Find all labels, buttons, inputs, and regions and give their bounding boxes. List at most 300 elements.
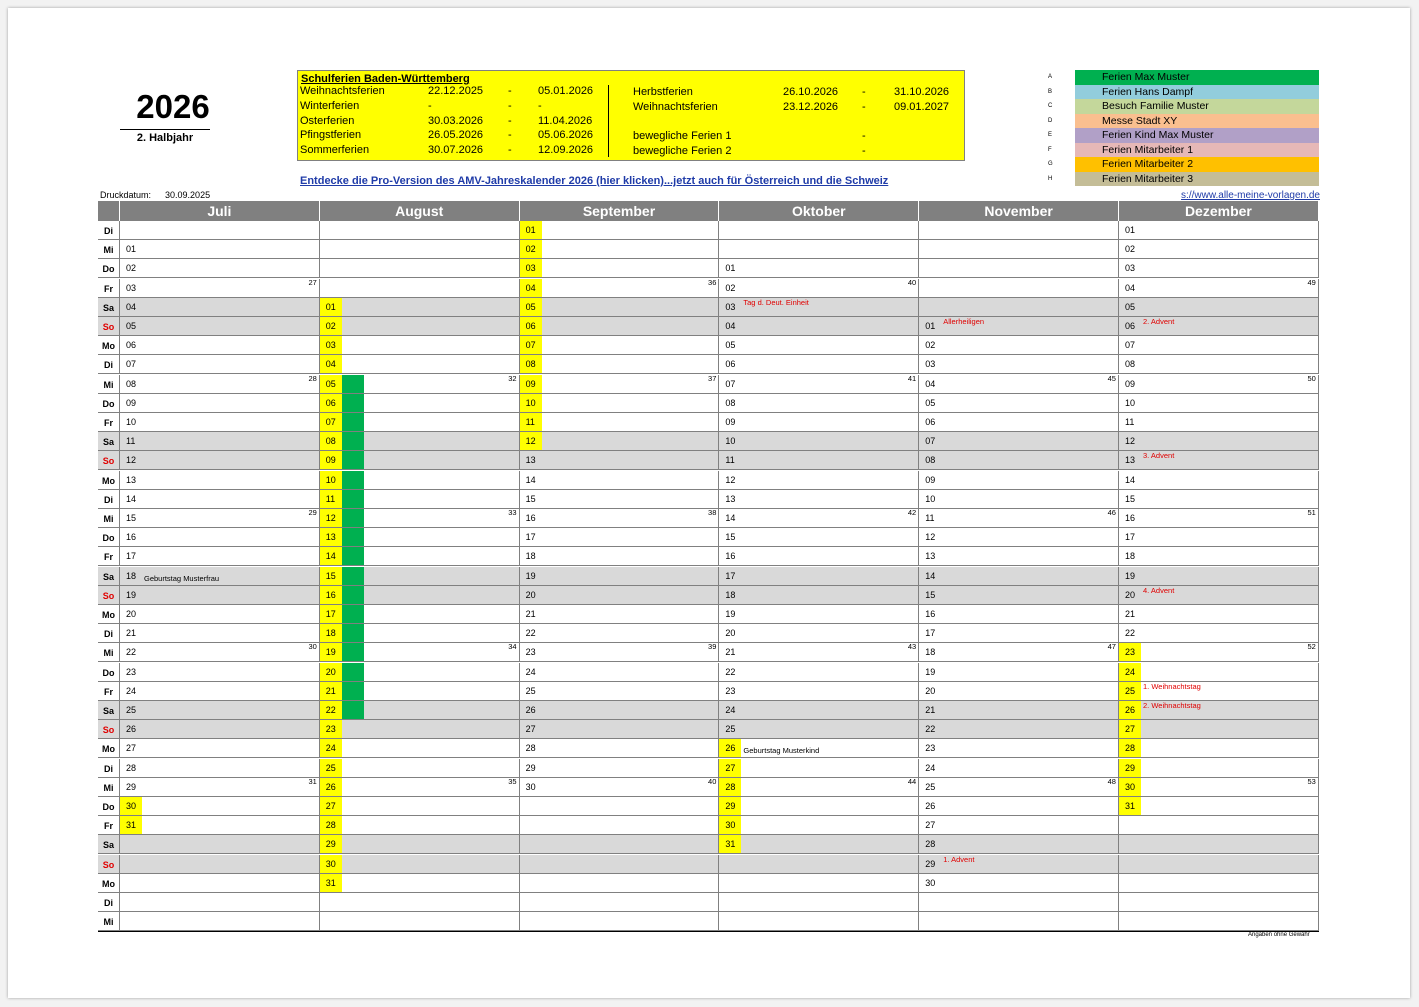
day-cell[interactable] — [719, 279, 919, 298]
day-cell[interactable] — [320, 509, 520, 528]
day-number: 07 — [520, 336, 542, 354]
day-cell[interactable] — [919, 567, 1119, 586]
day-cell[interactable] — [1119, 701, 1319, 720]
day-cell[interactable] — [120, 778, 320, 797]
day-cell[interactable] — [719, 355, 919, 374]
day-cell[interactable] — [520, 624, 720, 643]
day-cell[interactable] — [919, 874, 1119, 893]
day-number: 18 — [925, 647, 936, 658]
day-cell[interactable] — [1119, 298, 1319, 317]
day-number: 14 — [925, 570, 936, 581]
day-number: 17 — [725, 570, 736, 581]
day-cell[interactable] — [120, 682, 320, 701]
day-cell[interactable] — [919, 547, 1119, 566]
day-cell[interactable] — [719, 509, 919, 528]
weekday-label: Mo — [98, 336, 120, 355]
personal-vacation-mark — [342, 567, 364, 585]
day-cell[interactable] — [719, 451, 919, 470]
day-cell[interactable] — [320, 298, 520, 317]
day-cell[interactable] — [320, 682, 520, 701]
day-cell[interactable] — [919, 643, 1119, 662]
day-cell[interactable] — [320, 701, 520, 720]
day-cell[interactable] — [520, 432, 720, 451]
day-cell[interactable] — [520, 413, 720, 432]
legend — [1048, 70, 1322, 186]
day-cell[interactable] — [719, 547, 919, 566]
day-cell[interactable] — [919, 317, 1119, 336]
day-number: 24 — [725, 705, 736, 715]
day-number: 29 — [719, 797, 741, 815]
day-cell[interactable] — [120, 240, 320, 259]
week-number: 52 — [1307, 642, 1316, 652]
day-cell[interactable] — [919, 701, 1119, 720]
week-number: 34 — [508, 642, 517, 652]
day-cell[interactable] — [919, 490, 1119, 509]
day-cell[interactable] — [1119, 797, 1319, 816]
personal-vacation-mark — [342, 682, 364, 700]
day-cell[interactable] — [520, 547, 720, 566]
week-number: 40 — [907, 277, 917, 287]
day-number: 24 — [126, 685, 137, 696]
holiday-row — [298, 144, 964, 159]
day-number: 23 — [525, 647, 536, 658]
day-number: 03 — [320, 336, 342, 354]
day-number: 16 — [1125, 513, 1136, 523]
day-number: 04 — [126, 301, 137, 312]
day-number: 09 — [126, 397, 137, 408]
day-cell[interactable] — [919, 432, 1119, 451]
day-cell — [1119, 835, 1319, 854]
day-cell[interactable] — [120, 355, 320, 374]
day-cell[interactable] — [919, 835, 1119, 854]
day-cell[interactable] — [1119, 471, 1319, 490]
day-cell[interactable] — [919, 413, 1119, 432]
day-cell[interactable] — [919, 471, 1119, 490]
week-number: 45 — [1107, 373, 1116, 383]
day-cell[interactable] — [120, 643, 320, 662]
holiday-to: 12.09.2026 — [538, 144, 594, 157]
day-cell[interactable] — [1119, 624, 1319, 643]
weekday-label: Di — [98, 624, 120, 643]
day-number: 03 — [1125, 263, 1136, 274]
website-link[interactable]: s://www.alle-meine-vorlagen.de — [1181, 190, 1320, 201]
day-cell[interactable] — [520, 451, 720, 470]
day-number: 13 — [725, 493, 736, 504]
day-cell[interactable] — [719, 259, 919, 278]
day-cell[interactable] — [520, 375, 720, 394]
day-cell[interactable] — [320, 643, 520, 662]
day-cell[interactable] — [520, 279, 720, 298]
day-cell[interactable] — [120, 451, 320, 470]
day-cell[interactable] — [320, 624, 520, 643]
day-cell[interactable] — [520, 221, 720, 240]
day-cell — [1119, 816, 1319, 835]
day-number: 12 — [925, 532, 936, 543]
day-cell[interactable] — [1119, 240, 1319, 259]
day-cell[interactable] — [520, 701, 720, 720]
holiday-from: - — [428, 99, 432, 112]
day-cell[interactable] — [320, 855, 520, 874]
day-cell[interactable] — [520, 605, 720, 624]
day-cell[interactable] — [1119, 259, 1319, 278]
day-cell[interactable] — [320, 490, 520, 509]
day-cell[interactable] — [1119, 451, 1319, 470]
day-cell[interactable] — [320, 816, 520, 835]
day-number: 03 — [520, 259, 542, 277]
day-cell[interactable] — [120, 394, 320, 413]
day-cell[interactable] — [1119, 509, 1319, 528]
day-cell[interactable] — [919, 509, 1119, 528]
pro-version-link[interactable]: Entdecke die Pro-Version des AMV-Jahreskalender 2026 (hier klicken)...jetzt auch für Österreich und die Schweiz — [300, 175, 889, 187]
day-cell[interactable] — [320, 394, 520, 413]
day-cell[interactable] — [1119, 682, 1319, 701]
day-cell[interactable] — [919, 759, 1119, 778]
day-cell[interactable] — [1119, 643, 1319, 662]
day-cell[interactable] — [320, 355, 520, 374]
holiday-row — [298, 129, 964, 144]
day-cell[interactable] — [520, 586, 720, 605]
day-number: 18 — [320, 624, 342, 642]
month-header: August — [320, 201, 520, 221]
day-cell[interactable] — [719, 432, 919, 451]
day-cell — [719, 221, 919, 240]
day-number: 19 — [725, 609, 736, 619]
week-number: 46 — [1107, 508, 1116, 517]
day-number: 05 — [320, 375, 342, 393]
day-cell[interactable] — [320, 432, 520, 451]
personal-vacation-mark — [342, 643, 364, 661]
day-cell[interactable] — [719, 317, 919, 336]
day-cell[interactable] — [120, 797, 320, 816]
day-cell[interactable] — [520, 240, 720, 259]
week-number: 43 — [907, 642, 917, 652]
day-number: 21 — [925, 705, 936, 715]
day-cell[interactable] — [1119, 778, 1319, 797]
legend-label: Ferien Mitarbeiter 2 — [1075, 157, 1319, 172]
day-cell[interactable] — [520, 759, 720, 778]
day-cell — [520, 797, 720, 816]
day-number: 01 — [320, 298, 342, 316]
day-cell — [1119, 874, 1319, 893]
week-number: 53 — [1307, 776, 1316, 786]
day-cell[interactable] — [520, 682, 720, 701]
weekday-label: Mi — [98, 778, 120, 797]
day-cell[interactable] — [919, 336, 1119, 355]
month-header: Juli — [120, 201, 320, 221]
week-number: 33 — [508, 508, 517, 517]
week-number: 28 — [308, 373, 317, 383]
day-cell[interactable] — [320, 797, 520, 816]
day-cell[interactable] — [520, 528, 720, 547]
day-cell[interactable] — [320, 778, 520, 797]
day-cell[interactable] — [120, 490, 320, 509]
print-date-label: Druckdatum: — [100, 190, 152, 200]
day-cell — [120, 893, 320, 912]
day-cell[interactable] — [520, 317, 720, 336]
day-number: 21 — [126, 628, 137, 639]
day-cell[interactable] — [1119, 394, 1319, 413]
week-number: 40 — [708, 776, 717, 786]
day-cell[interactable] — [1119, 567, 1319, 586]
day-number: 22 — [925, 724, 936, 735]
legend-letter: D — [1048, 117, 1053, 124]
day-cell[interactable] — [320, 528, 520, 547]
day-cell[interactable] — [719, 298, 919, 317]
holiday-separator: - — [508, 129, 512, 142]
day-cell[interactable] — [120, 471, 320, 490]
day-cell[interactable] — [719, 567, 919, 586]
day-cell[interactable] — [919, 624, 1119, 643]
day-cell[interactable] — [719, 528, 919, 547]
day-number: 10 — [320, 471, 342, 489]
legend-label: Messe Stadt XY — [1075, 114, 1319, 129]
day-number: 13 — [126, 474, 137, 485]
day-cell[interactable] — [520, 509, 720, 528]
day-cell[interactable] — [719, 816, 919, 835]
holiday-name: Herbstferien — [633, 86, 693, 98]
day-cell[interactable] — [320, 413, 520, 432]
day-cell[interactable] — [719, 739, 919, 758]
day-cell[interactable] — [1119, 739, 1319, 758]
day-number: 09 — [1125, 378, 1136, 389]
public-holiday-note: 2. Weihnachtstag — [1143, 701, 1201, 710]
day-cell[interactable] — [520, 778, 720, 797]
day-cell[interactable] — [520, 394, 720, 413]
day-cell[interactable] — [520, 490, 720, 509]
day-cell[interactable] — [520, 567, 720, 586]
day-number: 18 — [525, 551, 536, 562]
day-cell[interactable] — [320, 605, 520, 624]
day-number: 01 — [126, 244, 137, 255]
legend-item — [1048, 70, 1322, 85]
week-number: 50 — [1307, 373, 1316, 383]
day-cell[interactable] — [320, 586, 520, 605]
day-cell[interactable] — [919, 855, 1119, 874]
public-holiday-note: Tag d. Deut. Einheit — [743, 297, 809, 307]
day-cell[interactable] — [120, 432, 320, 451]
day-cell[interactable] — [719, 375, 919, 394]
day-cell[interactable] — [919, 375, 1119, 394]
day-cell[interactable] — [520, 298, 720, 317]
day-cell[interactable] — [120, 279, 320, 298]
weekday-label: So — [98, 720, 120, 739]
day-cell[interactable] — [919, 586, 1119, 605]
day-cell[interactable] — [1119, 605, 1319, 624]
day-cell[interactable] — [320, 835, 520, 854]
day-number: 15 — [925, 589, 936, 600]
day-cell[interactable] — [1119, 336, 1319, 355]
legend-item — [1048, 143, 1322, 158]
day-cell[interactable] — [120, 547, 320, 566]
day-cell[interactable] — [919, 528, 1119, 547]
day-cell[interactable] — [919, 778, 1119, 797]
day-cell[interactable] — [120, 509, 320, 528]
personal-vacation-mark — [342, 663, 364, 681]
day-cell[interactable] — [919, 394, 1119, 413]
day-cell[interactable] — [120, 759, 320, 778]
day-number: 30 — [719, 816, 741, 834]
day-cell[interactable] — [120, 259, 320, 278]
day-number: 24 — [320, 739, 342, 757]
day-cell[interactable] — [120, 317, 320, 336]
day-cell[interactable] — [919, 739, 1119, 758]
day-number: 15 — [126, 513, 137, 523]
day-number: 19 — [126, 589, 137, 600]
day-cell — [520, 816, 720, 835]
day-number: 16 — [925, 609, 936, 619]
legend-label: Ferien Mitarbeiter 1 — [1075, 143, 1319, 158]
day-cell[interactable] — [719, 797, 919, 816]
day-cell[interactable] — [520, 720, 720, 739]
day-cell[interactable] — [120, 375, 320, 394]
day-cell[interactable] — [919, 355, 1119, 374]
day-cell[interactable] — [1119, 586, 1319, 605]
day-cell — [520, 855, 720, 874]
day-cell[interactable] — [320, 739, 520, 758]
day-number: 22 — [126, 647, 137, 658]
day-cell[interactable] — [719, 720, 919, 739]
day-cell[interactable] — [320, 567, 520, 586]
personal-vacation-mark — [342, 624, 364, 642]
weekday-label: Mi — [98, 912, 120, 931]
day-cell[interactable] — [719, 759, 919, 778]
day-cell[interactable] — [919, 605, 1119, 624]
day-cell[interactable] — [919, 451, 1119, 470]
day-cell[interactable] — [520, 336, 720, 355]
day-cell[interactable] — [1119, 547, 1319, 566]
day-cell[interactable] — [120, 624, 320, 643]
day-number: 10 — [520, 394, 542, 412]
day-cell[interactable] — [1119, 279, 1319, 298]
day-number: 27 — [320, 797, 342, 815]
day-cell[interactable] — [120, 336, 320, 355]
day-number: 24 — [925, 762, 936, 773]
day-cell[interactable] — [1119, 759, 1319, 778]
day-number: 07 — [320, 413, 342, 431]
day-cell[interactable] — [520, 471, 720, 490]
day-cell[interactable] — [520, 643, 720, 662]
day-cell — [520, 912, 720, 931]
day-cell[interactable] — [320, 375, 520, 394]
day-number: 10 — [725, 436, 736, 447]
holiday-row — [298, 115, 964, 130]
day-cell[interactable] — [520, 355, 720, 374]
day-number: 08 — [520, 355, 542, 373]
day-number: 07 — [1125, 340, 1136, 351]
personal-vacation-mark — [342, 432, 364, 450]
day-cell[interactable] — [320, 471, 520, 490]
day-cell — [919, 893, 1119, 912]
day-cell[interactable] — [120, 816, 320, 835]
day-cell[interactable] — [719, 413, 919, 432]
day-cell[interactable] — [120, 586, 320, 605]
day-cell[interactable] — [520, 259, 720, 278]
day-cell[interactable] — [719, 471, 919, 490]
print-date-value: 30.09.2025 — [165, 190, 211, 200]
day-cell[interactable] — [1119, 317, 1319, 336]
day-number: 22 — [1125, 628, 1136, 639]
day-number: 16 — [126, 532, 137, 543]
day-cell[interactable] — [919, 682, 1119, 701]
day-number: 13 — [525, 455, 536, 466]
holiday-separator: - — [862, 100, 866, 113]
day-number: 27 — [525, 724, 536, 735]
day-cell[interactable] — [719, 394, 919, 413]
day-cell[interactable] — [120, 567, 320, 586]
day-cell[interactable] — [719, 778, 919, 797]
day-cell[interactable] — [320, 317, 520, 336]
day-cell[interactable] — [120, 413, 320, 432]
day-cell[interactable] — [719, 586, 919, 605]
day-cell[interactable] — [1119, 720, 1319, 739]
day-cell[interactable] — [520, 663, 720, 682]
day-number: 02 — [925, 340, 936, 351]
day-cell[interactable] — [320, 336, 520, 355]
day-cell[interactable] — [320, 451, 520, 470]
holiday-to: 31.10.2026 — [894, 86, 950, 98]
event-note: Geburtstag Musterkind — [743, 746, 820, 756]
day-cell[interactable] — [719, 682, 919, 701]
day-cell[interactable] — [719, 663, 919, 682]
day-cell[interactable] — [719, 701, 919, 720]
day-cell[interactable] — [320, 663, 520, 682]
day-cell[interactable] — [1119, 355, 1319, 374]
day-number: 17 — [925, 628, 936, 639]
day-cell[interactable] — [1119, 432, 1319, 451]
day-cell[interactable] — [120, 720, 320, 739]
day-cell[interactable] — [719, 643, 919, 662]
day-cell[interactable] — [320, 720, 520, 739]
day-cell[interactable] — [919, 816, 1119, 835]
day-cell[interactable] — [1119, 490, 1319, 509]
day-cell[interactable] — [120, 701, 320, 720]
day-cell[interactable] — [520, 739, 720, 758]
day-cell[interactable] — [320, 759, 520, 778]
day-cell[interactable] — [719, 336, 919, 355]
holiday-separator: - — [862, 86, 866, 98]
day-cell[interactable] — [719, 624, 919, 643]
day-cell[interactable] — [1119, 221, 1319, 240]
day-number: 05 — [925, 397, 936, 408]
day-number: 16 — [320, 586, 342, 604]
day-cell[interactable] — [320, 547, 520, 566]
day-cell[interactable] — [919, 663, 1119, 682]
legend-letter: C — [1048, 103, 1053, 109]
day-number: 08 — [126, 378, 137, 389]
day-cell — [1119, 912, 1319, 931]
day-number: 28 — [126, 762, 137, 773]
day-cell[interactable] — [719, 605, 919, 624]
day-cell[interactable] — [120, 739, 320, 758]
day-cell[interactable] — [120, 298, 320, 317]
day-cell[interactable] — [320, 874, 520, 893]
day-number: 09 — [725, 417, 736, 427]
day-cell[interactable] — [1119, 413, 1319, 432]
day-cell[interactable] — [1119, 375, 1319, 394]
day-number: 06 — [1125, 321, 1136, 331]
day-cell[interactable] — [719, 835, 919, 854]
day-cell[interactable] — [1119, 663, 1319, 682]
day-number: 29 — [1119, 759, 1141, 777]
day-cell[interactable] — [120, 605, 320, 624]
day-cell[interactable] — [120, 663, 320, 682]
day-number: 28 — [1119, 739, 1141, 757]
day-cell[interactable] — [919, 797, 1119, 816]
day-cell[interactable] — [919, 720, 1119, 739]
day-cell[interactable] — [1119, 528, 1319, 547]
day-cell[interactable] — [719, 490, 919, 509]
day-cell[interactable] — [120, 528, 320, 547]
